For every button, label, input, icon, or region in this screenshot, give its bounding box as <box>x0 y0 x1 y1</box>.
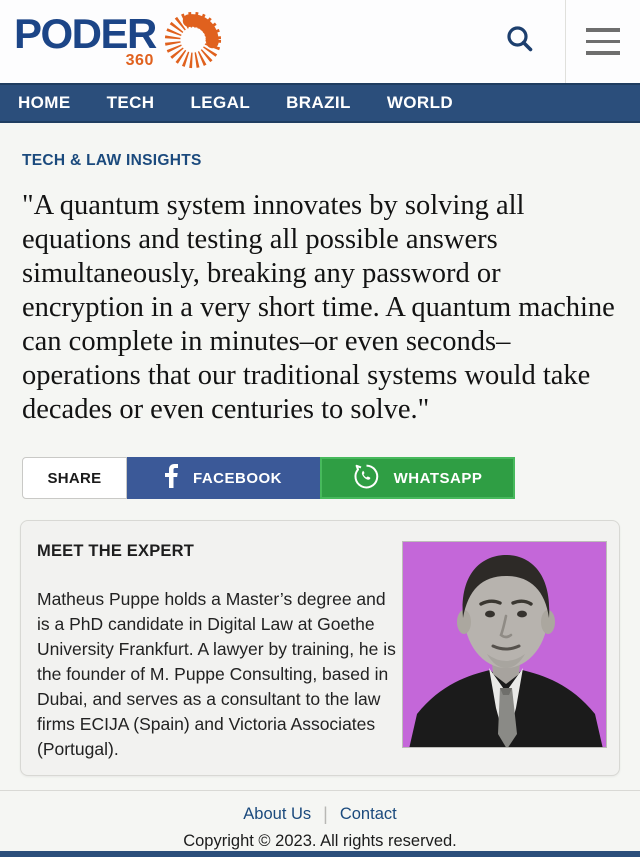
copyright-text: Copyright © 2023. All rights reserved. <box>183 832 457 850</box>
sunburst-icon <box>160 10 224 77</box>
hamburger-icon <box>586 28 620 32</box>
about-us-link[interactable]: About Us <box>243 805 312 823</box>
facebook-icon <box>165 464 179 492</box>
nav-item-home[interactable]: HOME <box>18 93 71 112</box>
share-bar <box>22 457 618 499</box>
expert-card <box>20 520 620 776</box>
contact-link[interactable]: Contact <box>339 805 397 823</box>
article-main <box>0 123 640 499</box>
expert-bio-text: Matheus Puppe holds a Master’s degree and is a PhD candidate in Digital Law at Goethe University Frankfurt. A lawyer by training, he is the founder of M. Puppe Consulting, based in Dubai, and serves as a consultant to the law firms ECIJA (Spain) and Victoria Associates (Portugal). <box>37 589 396 759</box>
expert-photo <box>402 541 607 748</box>
nav-item-legal[interactable]: LEGAL <box>190 93 251 112</box>
logo-360-label: 360 <box>125 52 154 69</box>
logo-wordmark: PODER <box>14 10 156 57</box>
search-button[interactable] <box>475 0 565 83</box>
share-label: SHARE <box>22 457 127 499</box>
facebook-label: FACEBOOK <box>192 469 282 487</box>
site-logo[interactable] <box>14 6 224 77</box>
site-footer <box>0 790 640 851</box>
nav-item-tech[interactable]: TECH <box>106 93 155 112</box>
article-category-label: TECH & LAW INSIGHTS <box>22 152 202 169</box>
bottom-accent-bar <box>0 851 640 857</box>
header-actions <box>475 0 640 83</box>
hamburger-menu-button[interactable] <box>566 0 640 83</box>
nav-item-world[interactable]: WORLD <box>386 93 454 112</box>
search-icon <box>503 23 537 60</box>
facebook-share-button[interactable] <box>127 457 320 499</box>
whatsapp-icon <box>353 463 380 494</box>
main-navbar <box>0 83 640 123</box>
expert-portrait-image <box>403 542 607 748</box>
footer-link-separator: | <box>323 804 328 824</box>
footer-links <box>0 804 640 825</box>
nav-item-brazil[interactable]: BRAZIL <box>286 93 351 112</box>
whatsapp-share-button[interactable] <box>320 457 515 499</box>
whatsapp-label: WHATSAPP <box>393 469 483 487</box>
logo-text-block <box>14 6 156 70</box>
expert-heading: MEET THE EXPERT <box>37 542 195 560</box>
site-header <box>0 0 640 83</box>
article-quote: "A quantum system innovates by solving all equations and testing all possible answers simultaneously, breaking any password or encryption in a very short time. A quantum machine can complete in minutes–or even seconds–operations that our traditional systems would take decades or even centuries to solve." <box>22 190 615 425</box>
